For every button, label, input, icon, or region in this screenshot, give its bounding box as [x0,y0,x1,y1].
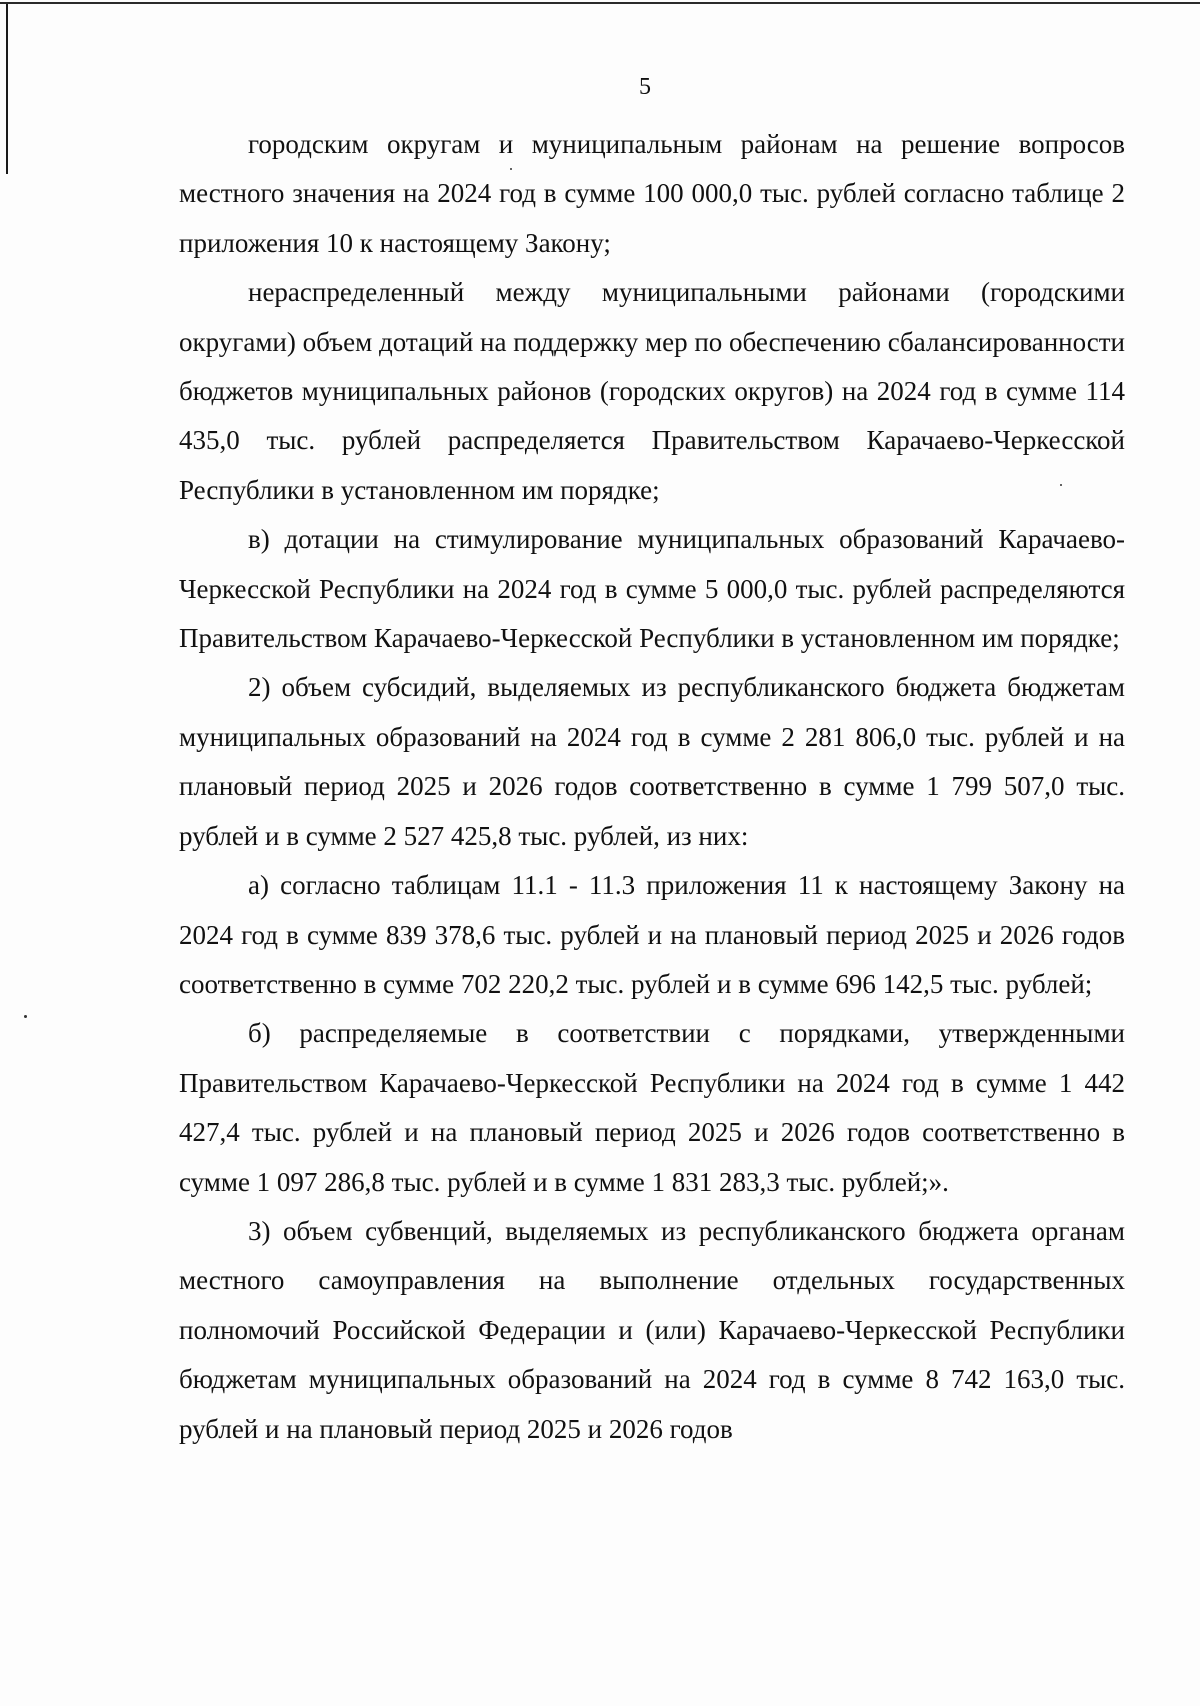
paragraph-incentive-subsidies: в) дотации на стимулирование муниципальных образований Карачаево-Черкесской Республики на 2024 год в сумме 5 000,0 тыс. рублей распределяются Правительством Карачаево-Черкесской Республики в установленном им порядке; [179,524,1125,654]
paragraph-subsidies-tables: а) согласно таблицам 11.1 - 11.3 приложения 11 к настоящему Закону на 2024 год в сумме 839 378,6 тыс. рублей и на плановый период 2025 и 2026 годов соответственно в сумме 702 220,2 тыс. рублей и в сумме 696 142,5 тыс. рублей; [179,870,1125,999]
paragraph-urban-districts: городским округам и муниципальным районам на решение вопросов местного значения на 2024 год в сумме 100 000,0 тыс. рублей согласно таблице 2 приложения 10 к настоящему Закону; [179,129,1125,258]
scan-speck [510,168,512,170]
scan-edge-line-top [0,2,1200,4]
document-body [179,120,1125,1454]
paragraph-subventions-volume: 3) объем субвенций, выделяемых из республиканского бюджета органам местного самоуправления на выполнение отдельных государственных полномочий Российской Федерации и (или) Карачаево-Черкесской Республики бюджетам муниципальных образований на 2024 год в сумме 8 742 163,0 тыс. рублей и на плановый период 2025 и 2026 годов [179,1215,1125,1444]
page-number: 5 [639,74,651,100]
paragraph-subsidies-procedures: б) распределяемые в соответствии с порядками, утвержденными Правительством Карачаево-Черкесской Республики на 2024 год в сумме 1 442 427,4 тыс. рублей и на плановый период 2025 и 2026 годов соответственно в сумме 1 097 286,8 тыс. рублей и в сумме 1 831 283,3 тыс. рублей;». [179,1018,1125,1197]
paragraph-undistributed-subsidies: нераспределенный между муниципальными районами (городскими округами) объем дотаций на поддержку мер по обеспечению сбалансированности бюджетов муниципальных районов (городских округов) на 2024 год в сумме 114 435,0 тыс. рублей распределяется Правительством Карачаево-Черкесской Республики в установленном им порядке; [179,277,1125,505]
paragraph-subsidies-volume: 2) объем субсидий, выделяемых из республиканского бюджета бюджетам муниципальных образований на 2024 год в сумме 2 281 806,0 тыс. рублей и на плановый период 2025 и 2026 годов соответственно в сумме 1 799 507,0 тыс. рублей и в сумме 2 527 425,8 тыс. рублей, из них: [179,672,1125,851]
scan-speck [1060,484,1062,486]
scan-speck [24,1015,27,1018]
